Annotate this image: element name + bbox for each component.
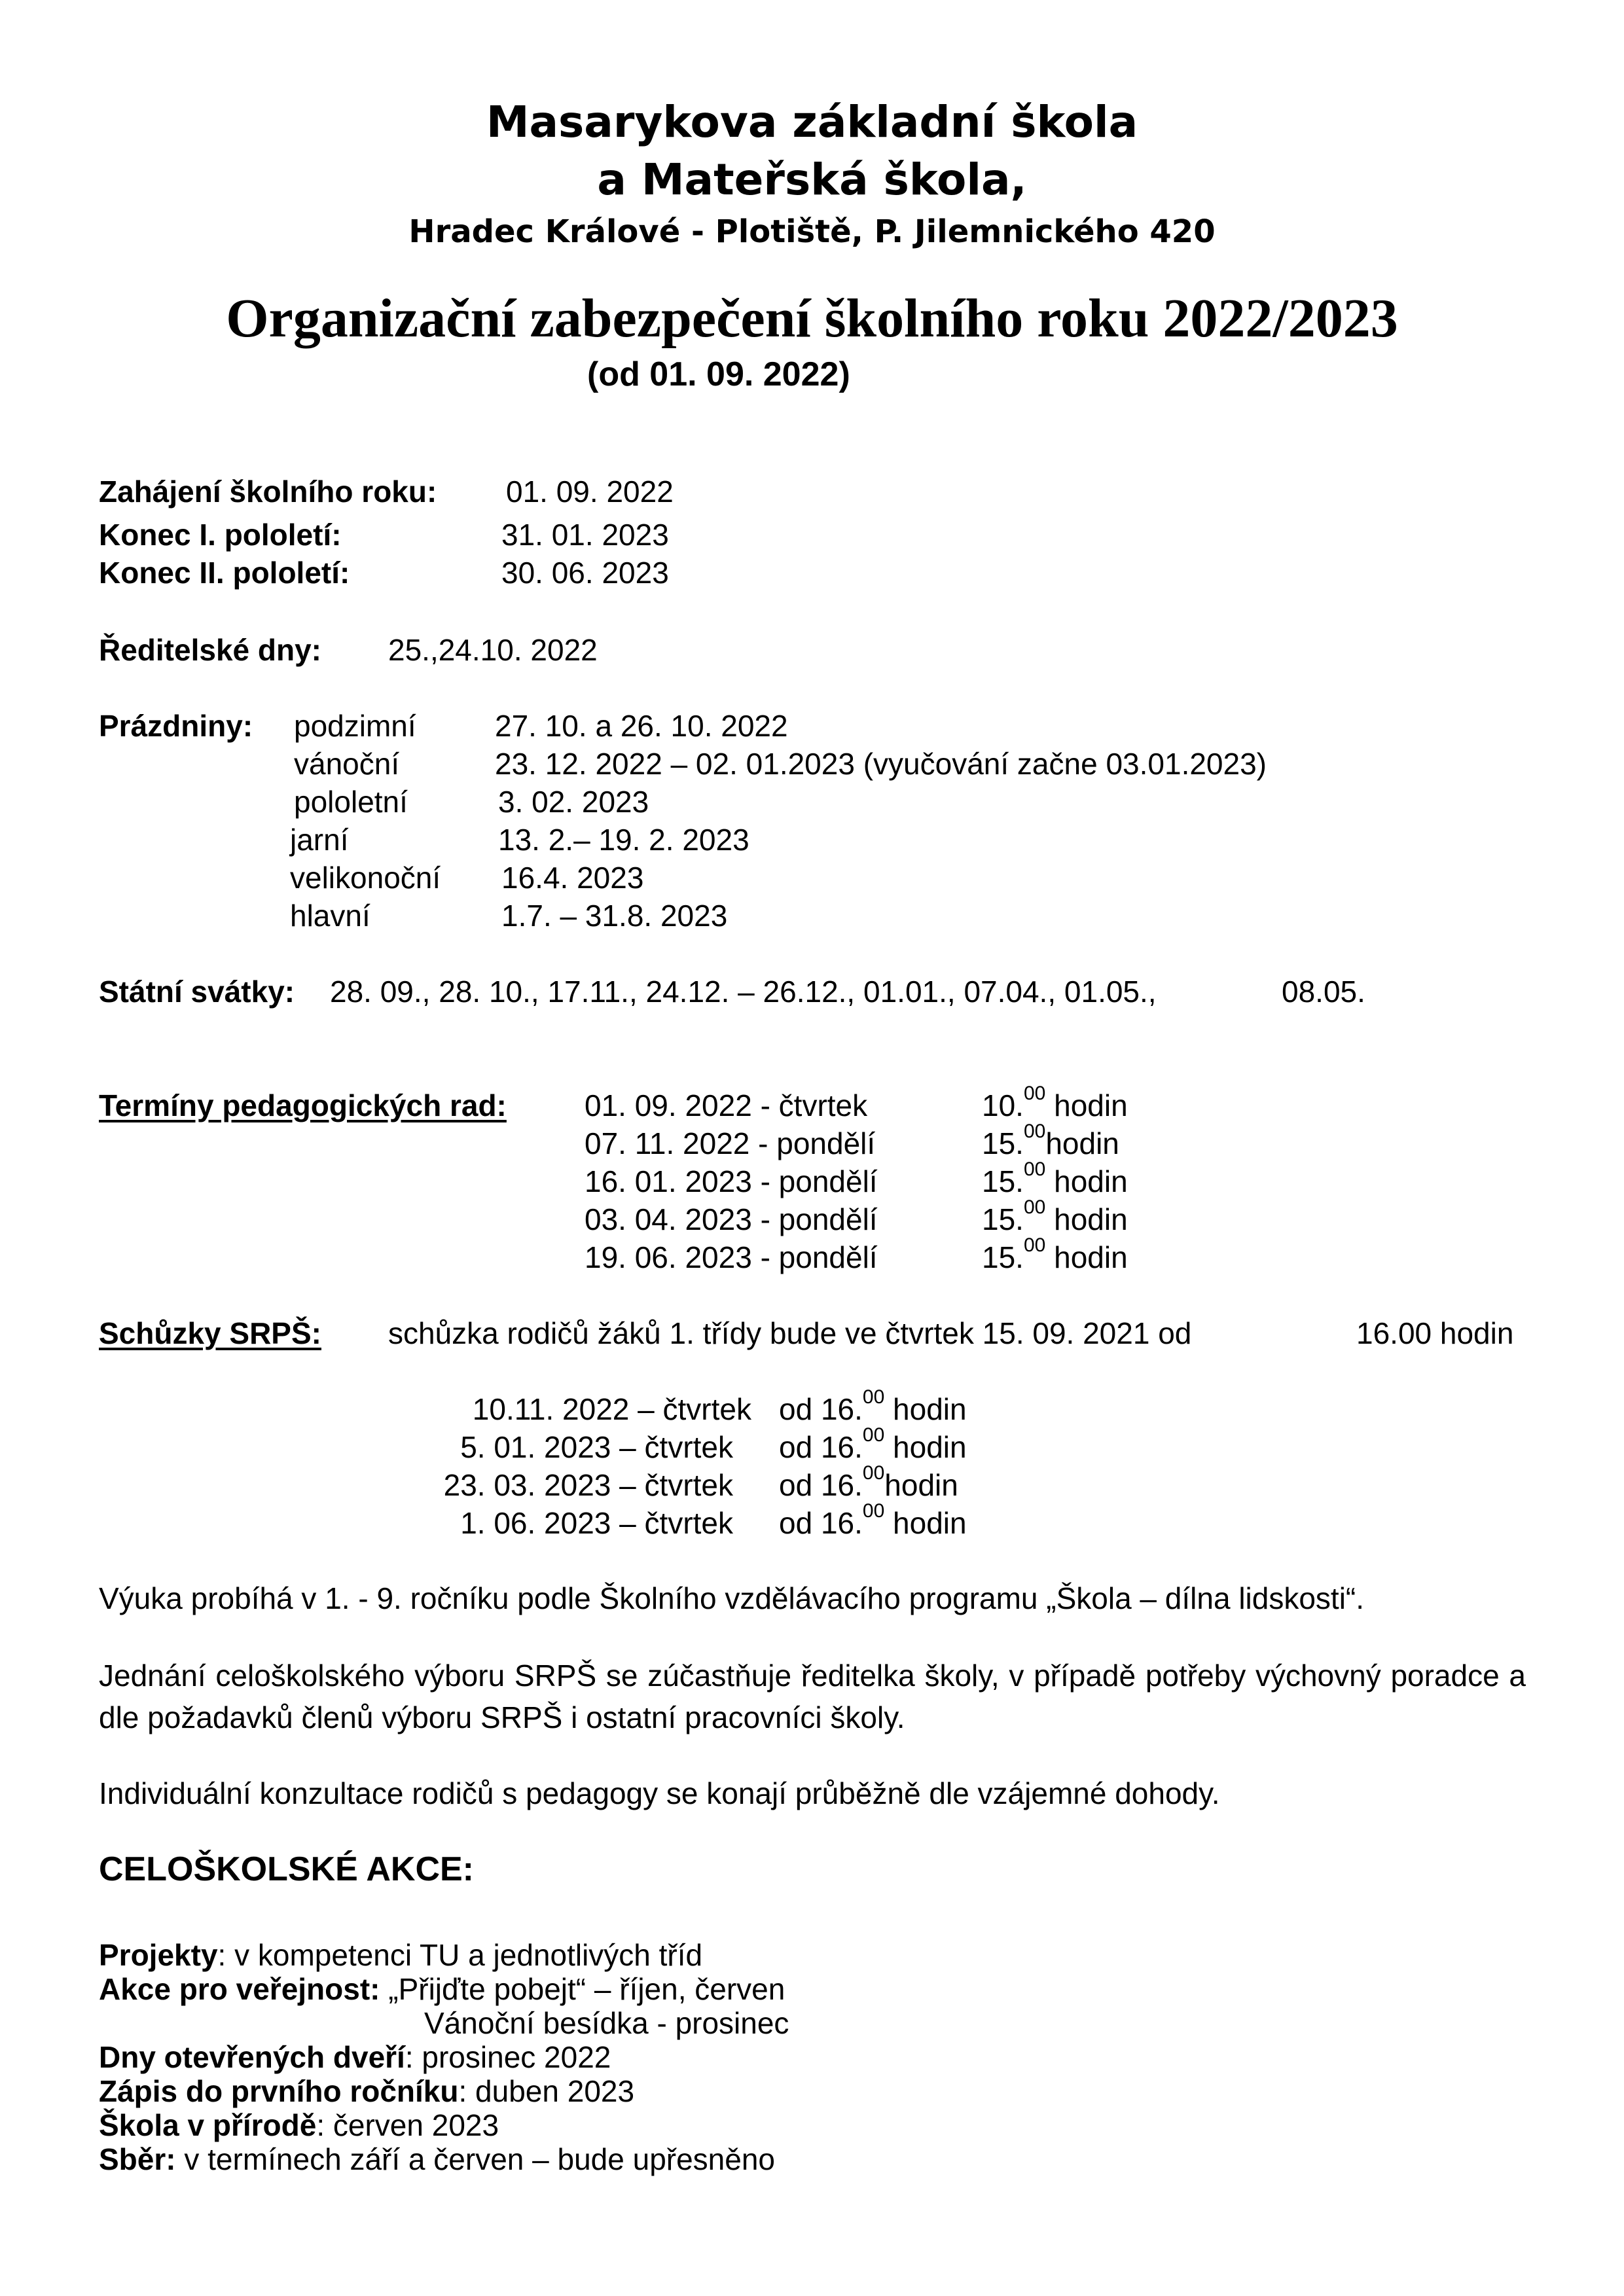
page-subtitle: (od 01. 09. 2022) xyxy=(587,355,850,393)
event-nature-school: Škola v přírodě: červen 2023 xyxy=(99,2108,499,2142)
srps-intro-time: 16.00 hodin xyxy=(1356,1316,1514,1350)
page-title: Organizační zabezpečení školního roku 2022/2023 xyxy=(226,288,1398,349)
end2-value: 30. 06. 2023 xyxy=(501,556,669,590)
pedagogical-date: 19. 06. 2023 - pondělí xyxy=(585,1240,878,1274)
school-address: Hradec Králové - Plotiště, P. Jilemnického 420 xyxy=(408,213,1216,250)
pedagogical-date: 03. 04. 2023 - pondělí xyxy=(585,1202,878,1236)
state-holidays-label: Státní svátky: xyxy=(99,975,295,1009)
pedagogical-label: Termíny pedagogických rad: xyxy=(99,1088,507,1122)
holiday-dates: 13. 2.– 19. 2. 2023 xyxy=(498,823,749,857)
event-open-doors: Dny otevřených dveří: prosinec 2022 xyxy=(99,2040,611,2074)
srps-time: od 16.00hodin xyxy=(779,1462,958,1502)
school-name-line2: a Mateřská škola, xyxy=(597,154,1027,205)
event-enrollment: Zápis do prvního ročníku: duben 2023 xyxy=(99,2074,635,2108)
holiday-dates: 1.7. – 31.8. 2023 xyxy=(501,899,728,933)
holiday-dates: 23. 12. 2022 – 02. 01.2023 (vyučování začne 03.01.2023) xyxy=(495,747,1267,781)
start-label: Zahájení školního roku: xyxy=(99,475,437,509)
srps-time: od 16.00 hodin xyxy=(779,1500,967,1540)
school-name: Masarykova základní škola xyxy=(486,97,1138,147)
pedagogical-time: 15.00 hodin xyxy=(982,1196,1128,1236)
event-public: Akce pro veřejnost: „Přijďte pobejt“ – říjen, červen xyxy=(99,1972,785,2006)
start-value: 01. 09. 2022 xyxy=(506,475,674,509)
holiday-dates: 16.4. 2023 xyxy=(501,861,644,895)
srps-intro: schůzka rodičů žáků 1. třídy bude ve čtvrtek 15. 09. 2021 od xyxy=(388,1316,1192,1350)
pedagogical-time: 15.00 hodin xyxy=(982,1158,1128,1198)
holiday-name: podzimní xyxy=(294,709,416,743)
end1-value: 31. 01. 2023 xyxy=(501,518,669,552)
holiday-name: pololetní xyxy=(294,785,408,819)
holidays-label: Prázdniny: xyxy=(99,709,253,743)
end1-label: Konec I. pololetí: xyxy=(99,518,342,552)
srps-label: Schůzky SRPŠ: xyxy=(99,1316,321,1350)
srps-date: 5. 01. 2023 – čtvrtek xyxy=(460,1430,733,1464)
pedagogical-date: 07. 11. 2022 - pondělí xyxy=(585,1126,876,1160)
srps-date: 1. 06. 2023 – čtvrtek xyxy=(460,1506,733,1540)
holiday-dates: 27. 10. a 26. 10. 2022 xyxy=(495,709,788,743)
paragraph-curriculum: Výuka probíhá v 1. - 9. ročníku podle Školního vzdělávacího programu „Škola – dílna lidskosti“. xyxy=(99,1581,1365,1615)
pedagogical-date: 01. 09. 2022 - čtvrtek xyxy=(585,1088,868,1122)
paragraph-committee: Jednání celoškolského výboru SRPŠ se zúčastňuje ředitelka školy, v případě potřeby výchovný poradce a dle požadavků členů výboru SRPŠ i ostatní pracovníci školy. xyxy=(99,1659,1526,1734)
director-days-value: 25.,24.10. 2022 xyxy=(388,633,598,667)
pedagogical-time: 15.00hodin xyxy=(982,1121,1119,1160)
event-public-2: Vánoční besídka - prosinec xyxy=(424,2006,789,2040)
srps-date: 23. 03. 2023 – čtvrtek xyxy=(443,1468,733,1502)
srps-date: 10.11. 2022 – čtvrtek xyxy=(472,1392,751,1426)
state-holidays-last: 08.05. xyxy=(1282,975,1365,1009)
end2-label: Konec II. pololetí: xyxy=(99,556,350,590)
holiday-dates: 3. 02. 2023 xyxy=(498,785,649,819)
event-collection: Sběr: v termínech září a červen – bude upřesněno xyxy=(99,2142,776,2176)
holiday-name: velikonoční xyxy=(290,861,441,895)
state-holidays-value: 28. 09., 28. 10., 17.11., 24.12. – 26.12., 01.01., 07.04., 01.05., xyxy=(330,975,1157,1009)
event-projects: Projekty: v kompetenci TU a jednotlivých tříd xyxy=(99,1938,703,1972)
pedagogical-time: 15.00 hodin xyxy=(982,1234,1128,1274)
director-days-label: Ředitelské dny: xyxy=(99,633,321,667)
paragraph-consultations: Individuální konzultace rodičů s pedagogy se konají průběžně dle vzájemné dohody. xyxy=(99,1776,1220,1810)
holiday-name: vánoční xyxy=(294,747,400,781)
events-heading: CELOŠKOLSKÉ AKCE: xyxy=(99,1850,474,1888)
pedagogical-time: 10.00 hodin xyxy=(982,1083,1128,1122)
srps-time: od 16.00 hodin xyxy=(779,1424,967,1464)
pedagogical-date: 16. 01. 2023 - pondělí xyxy=(585,1164,878,1198)
srps-time: od 16.00 hodin xyxy=(779,1386,967,1426)
holiday-name: hlavní xyxy=(290,899,370,933)
holiday-name: jarní xyxy=(290,823,349,857)
